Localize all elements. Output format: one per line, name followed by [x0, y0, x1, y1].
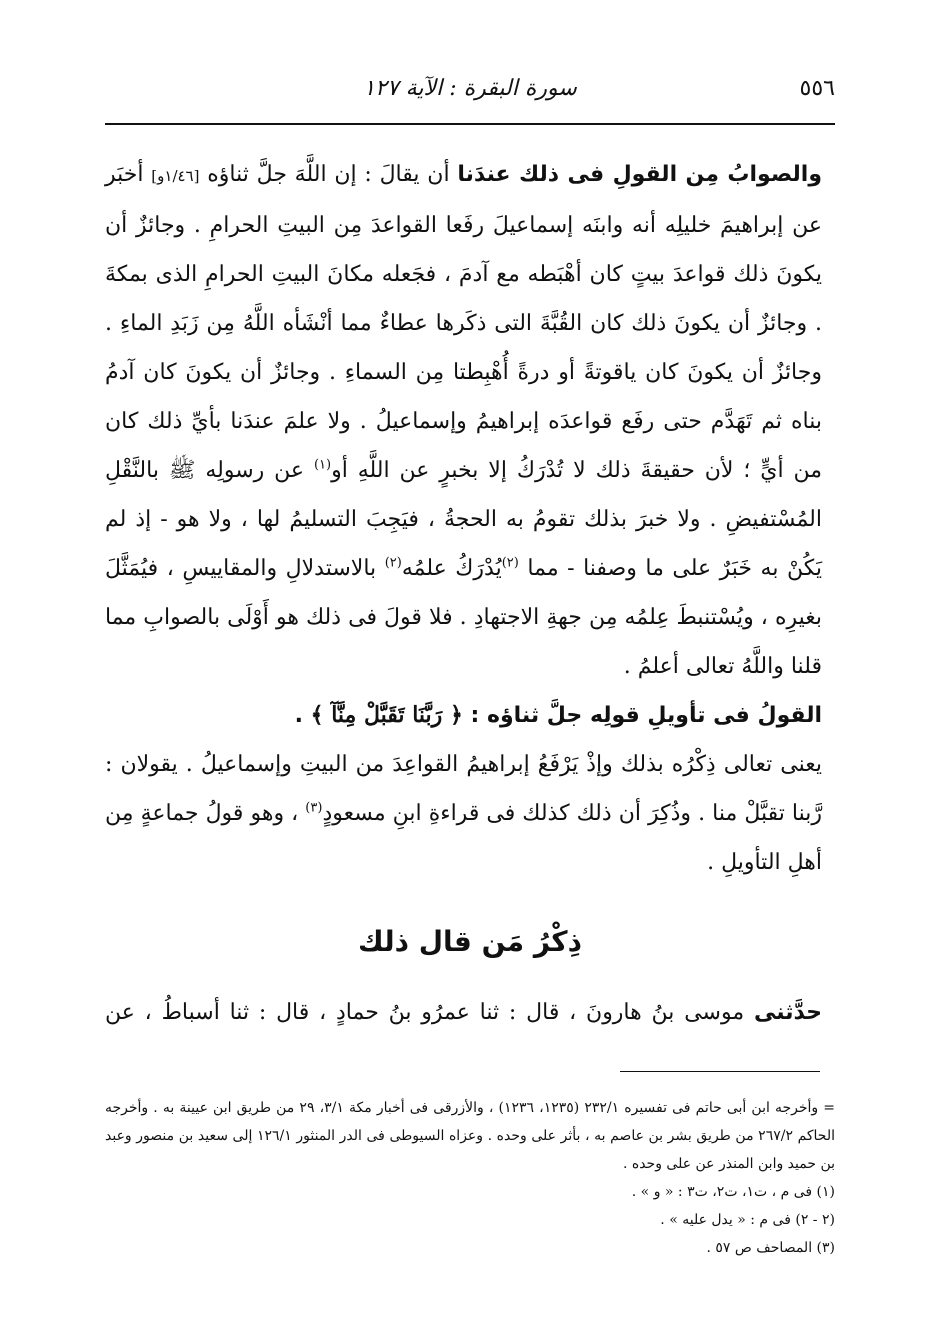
- footnote-rule: [620, 1071, 820, 1072]
- paragraph-text: بالاستدلالِ والمقاييسِ ، فيُمَثَّلَ بغيرِه ، ويُسْتنبطَ عِلمُه مِن جهةِ الاجتهادِ . فلا قولَ فى ذلك هو أَوْلَى بالصوابِ مما قلنا واللَّهُ تعالى أعلمُ .: [105, 556, 822, 679]
- page-number: ٥٥٦: [799, 76, 835, 101]
- paragraph-text: عن رسولِه ﷺ بالنَّقْلِ المُسْتفيضِ . ولا خبرَ بذلك تقومُ به الحجةُ ، فيَجِبَ التسليمُ لها ، ولا هو - إذ لم يَكُنْ به خَبَرٌ على ما وصفنا - مما: [105, 458, 823, 581]
- footnote-marker-2[interactable]: (٢): [501, 555, 519, 571]
- footnote-marker-2-end[interactable]: (٢): [384, 555, 402, 571]
- isnad-text: موسى بنُ هارونَ ، قال : ثنا عمرُو بنُ حمادٍ ، قال : ثنا أسباطُ ، عن: [105, 1000, 745, 1025]
- paragraph-text: يعنى تعالى ذِكْرُه بذلك وإذْ يَرْفَعُ إبراهيمُ القواعِدَ من البيتِ وإسماعيلُ . يقولان : رَّبنا تقبَّلْ منا . وذُكِرَ أن ذلك كذلك فى قراءةِ ابنِ مسعودٍ: [105, 752, 823, 826]
- section-heading: [105, 691, 822, 740]
- paragraph-text: يُدْرَكُ علمُه: [401, 556, 502, 581]
- footnote-1: (١) فى م ، ت١، ت٢، ت٣ : « و » .: [631, 1184, 835, 1200]
- chapter-heading: ذِكْرُ مَن قال ذلك: [358, 925, 582, 958]
- paragraph-text: ، وهو قولُ جماعةٍ مِن أهلِ التأويلِ .: [105, 801, 822, 875]
- footnote-3: (٣) المصاحف ص ٥٧ .: [706, 1240, 835, 1256]
- footnote-marker-1[interactable]: (١): [313, 457, 332, 473]
- manuscript-ref: [١/٤٦و]: [151, 167, 200, 185]
- section-end: .: [294, 703, 303, 728]
- isnad-line: [105, 988, 822, 1037]
- header-rule: [105, 123, 835, 125]
- paragraph-lead: والصوابُ مِن القولِ فى ذلك عندَنا: [457, 162, 823, 187]
- isnad-lead: حدَّثنى: [753, 1000, 823, 1025]
- footnote-continuation: = وأخرجه ابن أبى حاتم فى تفسيره ٢٣٢/١ (١٢٣٥، ١٢٣٦) ، والأزرقى فى أخبار مكة ٣/١، ٢٩ من طريق ابن عيينة به . وأخرجه الحاكم ٢٦٧/٢ من طريق بشر بن عاصم به ، بأثر على وحده . وعزاه السيوطى فى الدر المنثور ١٢٦/١ إلى سعيد بن منصور وعبد بن حميد وابن المنذر عن على وحده .: [105, 1100, 836, 1172]
- quran-verse: ﴿ رَبَّنَا تَقَبَّلْ مِنَّآ ﴾: [310, 702, 463, 728]
- paragraph-1: [105, 150, 822, 691]
- main-text: [105, 150, 822, 887]
- page-header: [105, 72, 835, 112]
- paragraph-2: [105, 740, 822, 887]
- footnotes: [105, 1094, 835, 1262]
- paragraph-text: أخبَر عن إبراهيمَ خليلِه أنه وابنَه إسماعيلَ رفَعا القواعدَ مِن البيتِ الحرامِ . وجائزٌ أن يكونَ ذلك قواعدَ بيتٍ كان أهْبَطه مع آدمَ ، فجَعله مكانَ البيتِ الحرامِ الذى بمكةَ . وجائزٌ أن يكونَ ذلك كان القُبَّةَ التى ذكَرها عطاءٌ مما أنْشَأه اللَّهُ مِن زَبَدِ الماءِ . وجائزٌ أن يكونَ كان ياقوتةً أو درةً أُهْبِطتا مِن السماءِ . وجائزٌ أن يكونَ كان آدمُ بناه ثم تَهَدَّم حتى رفَع قواعدَه إبراهيمُ وإسماعيلُ . ولا علمَ عندَنا بأيِّ ذلك كان من أيٍّ ؛ لأن حقيقةَ ذلك لا تُدْرَكُ إلا بخبرٍ عن اللَّهِ أو: [105, 162, 822, 483]
- paragraph-text: أن يقالَ : إن اللَّهَ جلَّ ثناؤه: [207, 162, 450, 187]
- footnote-marker-3[interactable]: (٣): [305, 800, 323, 816]
- section-lead: القولُ فى تأويلِ قولِه جلَّ ثناؤه :: [470, 703, 822, 728]
- footnote-2: (٢ - ٢) فى م : « يدل عليه » .: [660, 1212, 835, 1228]
- running-title: سورة البقرة : الآية ١٢٧: [363, 76, 577, 101]
